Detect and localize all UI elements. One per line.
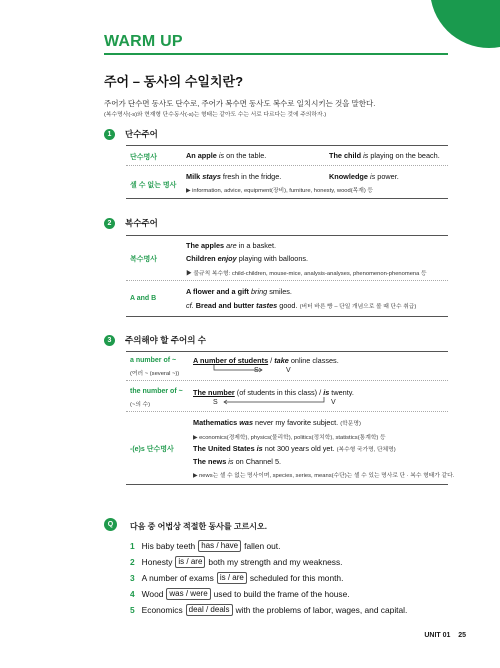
row-label: -(e)s 단수명사: [130, 446, 174, 453]
section-number: 2: [104, 218, 115, 229]
section-number: 3: [104, 335, 115, 346]
example-sentence: The child is playing on the beach.: [329, 151, 440, 160]
section-title: 단수주어: [125, 129, 158, 139]
section-3-heading: [104, 334, 206, 346]
divider: [126, 316, 448, 317]
example-sentence: The apples are in a basket.: [186, 241, 277, 250]
example-sentence: Knowledge is power.: [329, 172, 399, 181]
answer-choice-box[interactable]: has / have: [198, 540, 241, 552]
section-number: 1: [104, 129, 115, 140]
divider: [126, 235, 448, 236]
corner-decoration: [430, 0, 500, 48]
subject-marker: S: [213, 399, 218, 406]
example-sentence: The news is on Channel 5.: [193, 457, 282, 466]
row-label: the number of ~: [130, 388, 183, 395]
example-sentence: cf. Bread and butter tastes good. (버터 바른 빵 – 단일 개념으로 볼 때 단수 취급): [186, 301, 417, 310]
section-1-heading: [104, 128, 158, 140]
page-title: 주어 – 동사의 수일치란?: [104, 74, 244, 89]
example-sentence: The United States is not 300 years old yet. (복수형 국가명, 단체명): [193, 444, 396, 453]
divider: [126, 411, 448, 412]
note: ▶ 불규칙 복수형: child-children, mouse-mice, analysis-analyses, phenomenon-phenomena 등: [186, 271, 427, 277]
quiz-item: 1 His baby teeth has / have fallen out.: [130, 541, 281, 551]
example-sentence: A number of students / take online classes.: [193, 356, 339, 365]
example-sentence: An apple is on the table.: [186, 151, 267, 160]
quiz-instruction: 다음 중 어법상 적절한 동사를 고르시오.: [130, 522, 267, 531]
divider: [126, 380, 448, 381]
answer-choice-box[interactable]: is / are: [175, 556, 205, 568]
row-sublabel: (여러 ~ (several ~)): [130, 371, 180, 377]
subject-marker: S: [254, 367, 259, 374]
intro-text: 주어가 단수면 동사도 단수로, 주어가 복수면 동사도 복수로 일치시키는 것을 말한다.: [104, 99, 376, 108]
quiz-icon: Q: [104, 518, 117, 531]
unit-label: UNIT 01: [424, 632, 451, 639]
row-label: 셀 수 없는 명사: [130, 182, 177, 189]
intro-note: (복수명사(-s)와 현재형 단수동사(-s)는 형태는 같아도 수는 서로 다르다는 것에 주의하자.): [104, 112, 327, 118]
row-label: 복수명사: [130, 256, 158, 263]
verb-marker: V: [286, 367, 291, 374]
divider: [126, 198, 448, 199]
subject-bracket: [212, 365, 268, 375]
note: ▶ news는 셀 수 없는 명사이며, species, series, means(수단)는 셀 수 있는 명사로 단 · 복수 형태가 같다.: [193, 473, 455, 479]
quiz-item: 5 Economics deal / deals with the problems of labor, wages, and capital.: [130, 605, 408, 615]
example-sentence: Mathematics was never my favorite subject. (학문명): [193, 418, 361, 427]
section-header: WARM UP: [104, 33, 183, 50]
example-sentence: A flower and a gift bring smiles.: [186, 287, 292, 296]
subject-bracket: [220, 397, 330, 407]
row-label: A and B: [130, 295, 157, 302]
row-label: a number of ~: [130, 357, 177, 364]
section-title: 주의해야 할 주어의 수: [125, 335, 206, 345]
verb-marker: V: [331, 399, 336, 406]
example-sentence: The number (of students in this class) / is twenty.: [193, 388, 354, 397]
section-title: 복수주어: [125, 218, 158, 228]
answer-choice-box[interactable]: is / are: [217, 572, 247, 584]
divider: [126, 484, 448, 485]
divider: [126, 280, 448, 281]
note: ▶ economics(경제학), physics(물리학), politics(정치학), statistics(통계학) 등: [193, 435, 386, 441]
divider: [126, 165, 448, 166]
answer-choice-box[interactable]: deal / deals: [186, 604, 233, 616]
page-footer: [424, 632, 466, 639]
quiz-item: 2 Honesty is / are both my strength and my weakness.: [130, 557, 343, 567]
page-number: 25: [458, 632, 466, 639]
row-label: 단수명사: [130, 154, 158, 161]
quiz-item: 4 Wood was / were used to build the frame of the house.: [130, 589, 350, 599]
example-sentence: Children enjoy playing with balloons.: [186, 254, 309, 263]
note: ▶ information, advice, equipment(장비), furniture, honesty, wood(목재) 등: [186, 188, 374, 194]
quiz-item: 3 A number of exams is / are scheduled for this month.: [130, 573, 344, 583]
example-sentence: Milk stays fresh in the fridge.: [186, 172, 282, 181]
row-sublabel: (~의 수): [130, 402, 151, 408]
header-rule: [104, 53, 448, 55]
section-2-heading: [104, 217, 158, 229]
divider: [126, 145, 448, 146]
answer-choice-box[interactable]: was / were: [166, 588, 210, 600]
divider: [126, 351, 448, 352]
